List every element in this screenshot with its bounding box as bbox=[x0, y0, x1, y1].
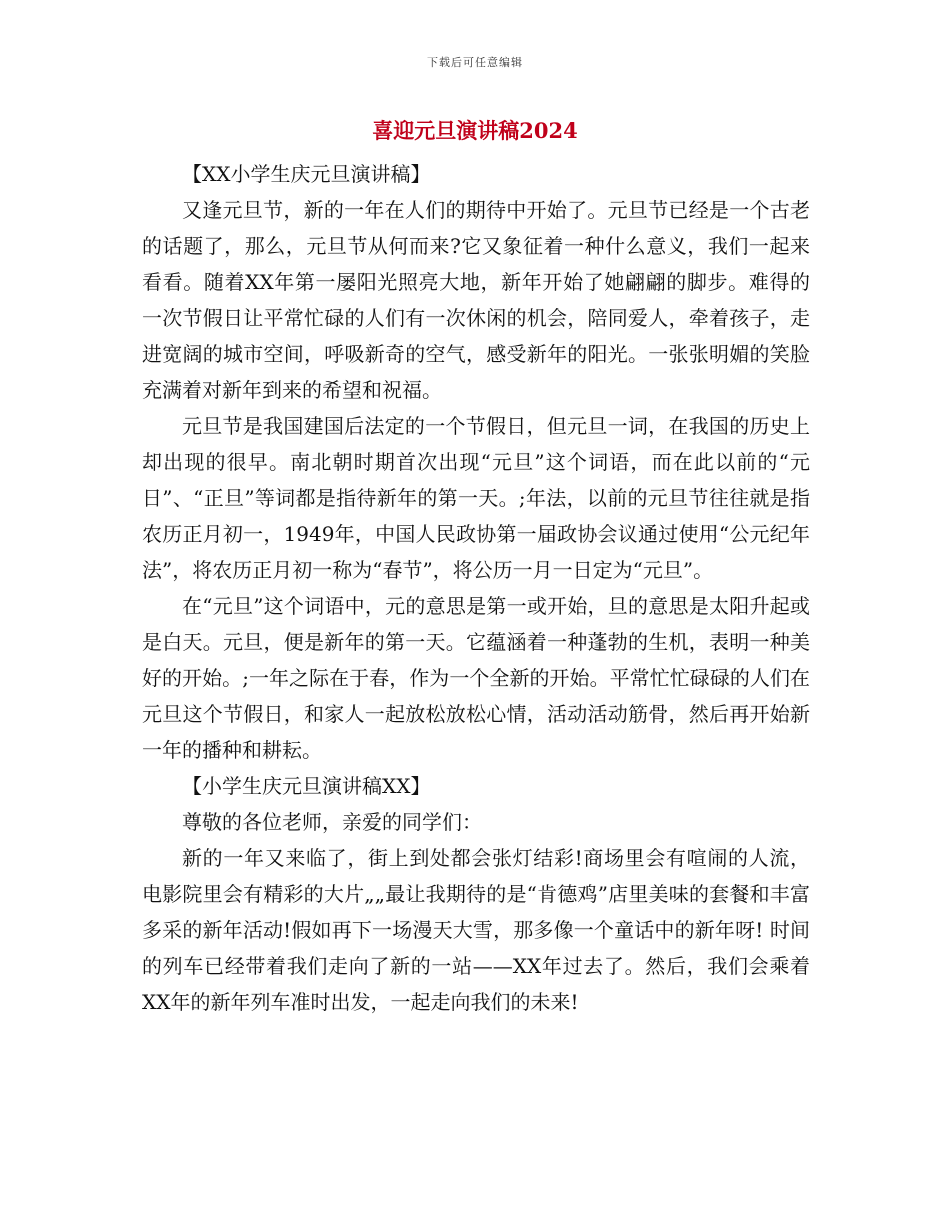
paragraph-1: 又逢元旦节，新的一年在人们的期待中开始了。元旦节已经是一个古老的话题了，那么，元旦节从何而来?它又象征着一种什么意义，我们一起来看看。随着XX年第一屡阳光照亮大地，新年开始了她翩翩的脚步。难得的一次节假日让平常忙碌的人们有一次休闲的机会，陪同爱人，牵着孩子，走进宽阔的城市空间，呼吸新奇的空气，感受新年的阳光。一张张明媚的笑脸充满着对新年到来的希望和祝福。 bbox=[142, 198, 810, 402]
paragraph-3: 在“元旦”这个词语中，元的意思是第一或开始，旦的意思是太阳升起或是白天。元旦，便是新年的第一天。它蕴涵着一种蓬勃的生机，表明一种美好的开始。;一年之际在于春，作为一个全新的开始。平常忙忙碌碌的人们在元旦这个节假日，和家人一起放松放松心情，活动活动筋骨，然后再开始新一年的播种和耕耘。 bbox=[142, 594, 810, 762]
section-heading-2: 【小学生庆元旦演讲稿XX】 bbox=[182, 774, 431, 798]
paragraph-4: 新的一年又来临了，街上到处都会张灯结彩!商场里会有喧闹的人流，电影院里会有精彩的大片„„最让我期待的是“肯德鸡”店里美味的套餐和丰富多采的新年活动!假如再下一场漫天大雪，那多像一个童话中的新年呀! 时间的列车已经带着我们走向了新的一站——XX年过去了。然后，我们会乘着XX年的新年列车准时出发，一起走向我们的未来! bbox=[142, 846, 810, 1014]
paragraph-2: 元旦节是我国建国后法定的一个节假日，但元旦一词，在我国的历史上却出现的很早。南北朝时期首次出现“元旦”这个词语，而在此以前的“元日”、“正旦”等词都是指待新年的第一天。;年法，以前的元旦节往往就是指农历正月初一，1949年，中国人民政协第一届政协会议通过使用“公元纪年法”，将农历正月初一称为“春节”，将公历一月一日定为“元旦”。 bbox=[142, 414, 810, 582]
page-header-note: 下载后可任意编辑 bbox=[427, 56, 523, 69]
section-heading-1: 【XX小学生庆元旦演讲稿】 bbox=[182, 162, 431, 186]
salutation: 尊敬的各位老师，亲爱的同学们： bbox=[182, 810, 482, 834]
document-body bbox=[142, 156, 810, 1020]
document-title: 喜迎元旦演讲稿2024 bbox=[372, 118, 578, 143]
